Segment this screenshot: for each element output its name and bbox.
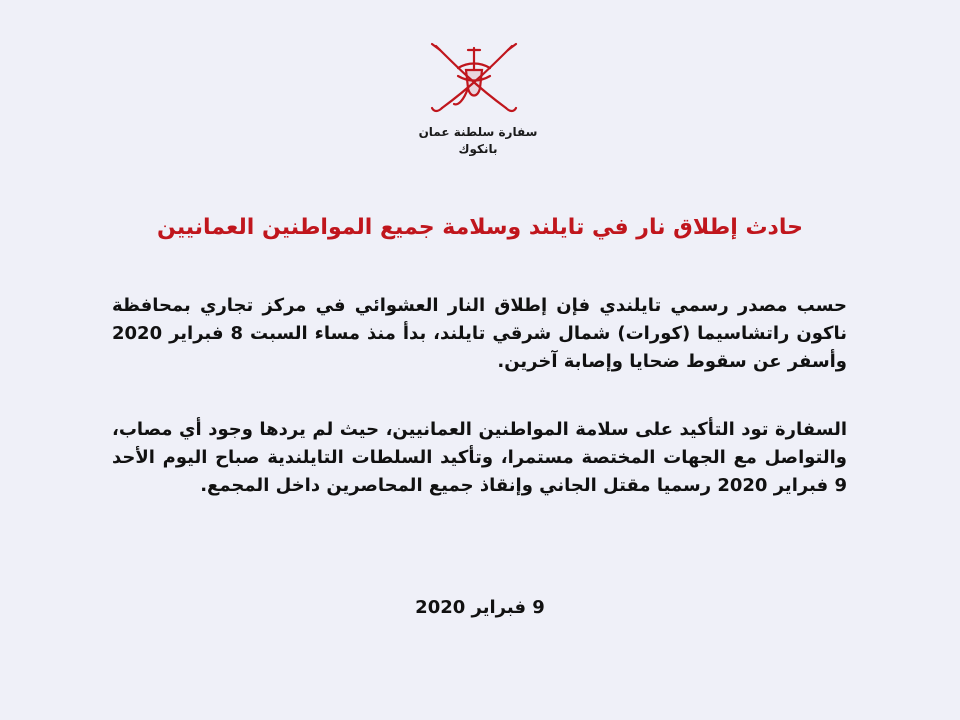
paragraph-incident: حسب مصدر رسمي تايلندي فإن إطلاق النار العشوائي في مركز تجاري بمحافظة ناكون راتشاسيما (كورات) شمال شرقي تايلند، بدأ منذ مساء السبت 8 فبراير 2020 وأسفر عن سقوط ضحايا وإصابة آخرين. [112, 295, 847, 372]
statement-date: 9 فبراير 2020 [415, 597, 545, 618]
embassy-city: بانكوك [458, 142, 498, 156]
oman-national-emblem-icon [428, 40, 520, 118]
letterhead [380, 124, 576, 158]
embassy-name: سفارة سلطنة عمان [418, 125, 538, 139]
paragraph-citizens-safety: السفارة تود التأكيد على سلامة المواطنين العمانيين، حيث لم يردها وجود أي مصاب، والتواصل مع الجهات المختصة مستمرا، وتأكيد السلطات التايلندية صباح اليوم الأحد 9 فبراير 2020 رسميا مقتل الجاني وإنقاذ جميع المحاصرين داخل المجمع. [112, 419, 847, 496]
statement-headline: حادث إطلاق نار في تايلند وسلامة جميع المواطنين العمانيين [157, 215, 803, 240]
